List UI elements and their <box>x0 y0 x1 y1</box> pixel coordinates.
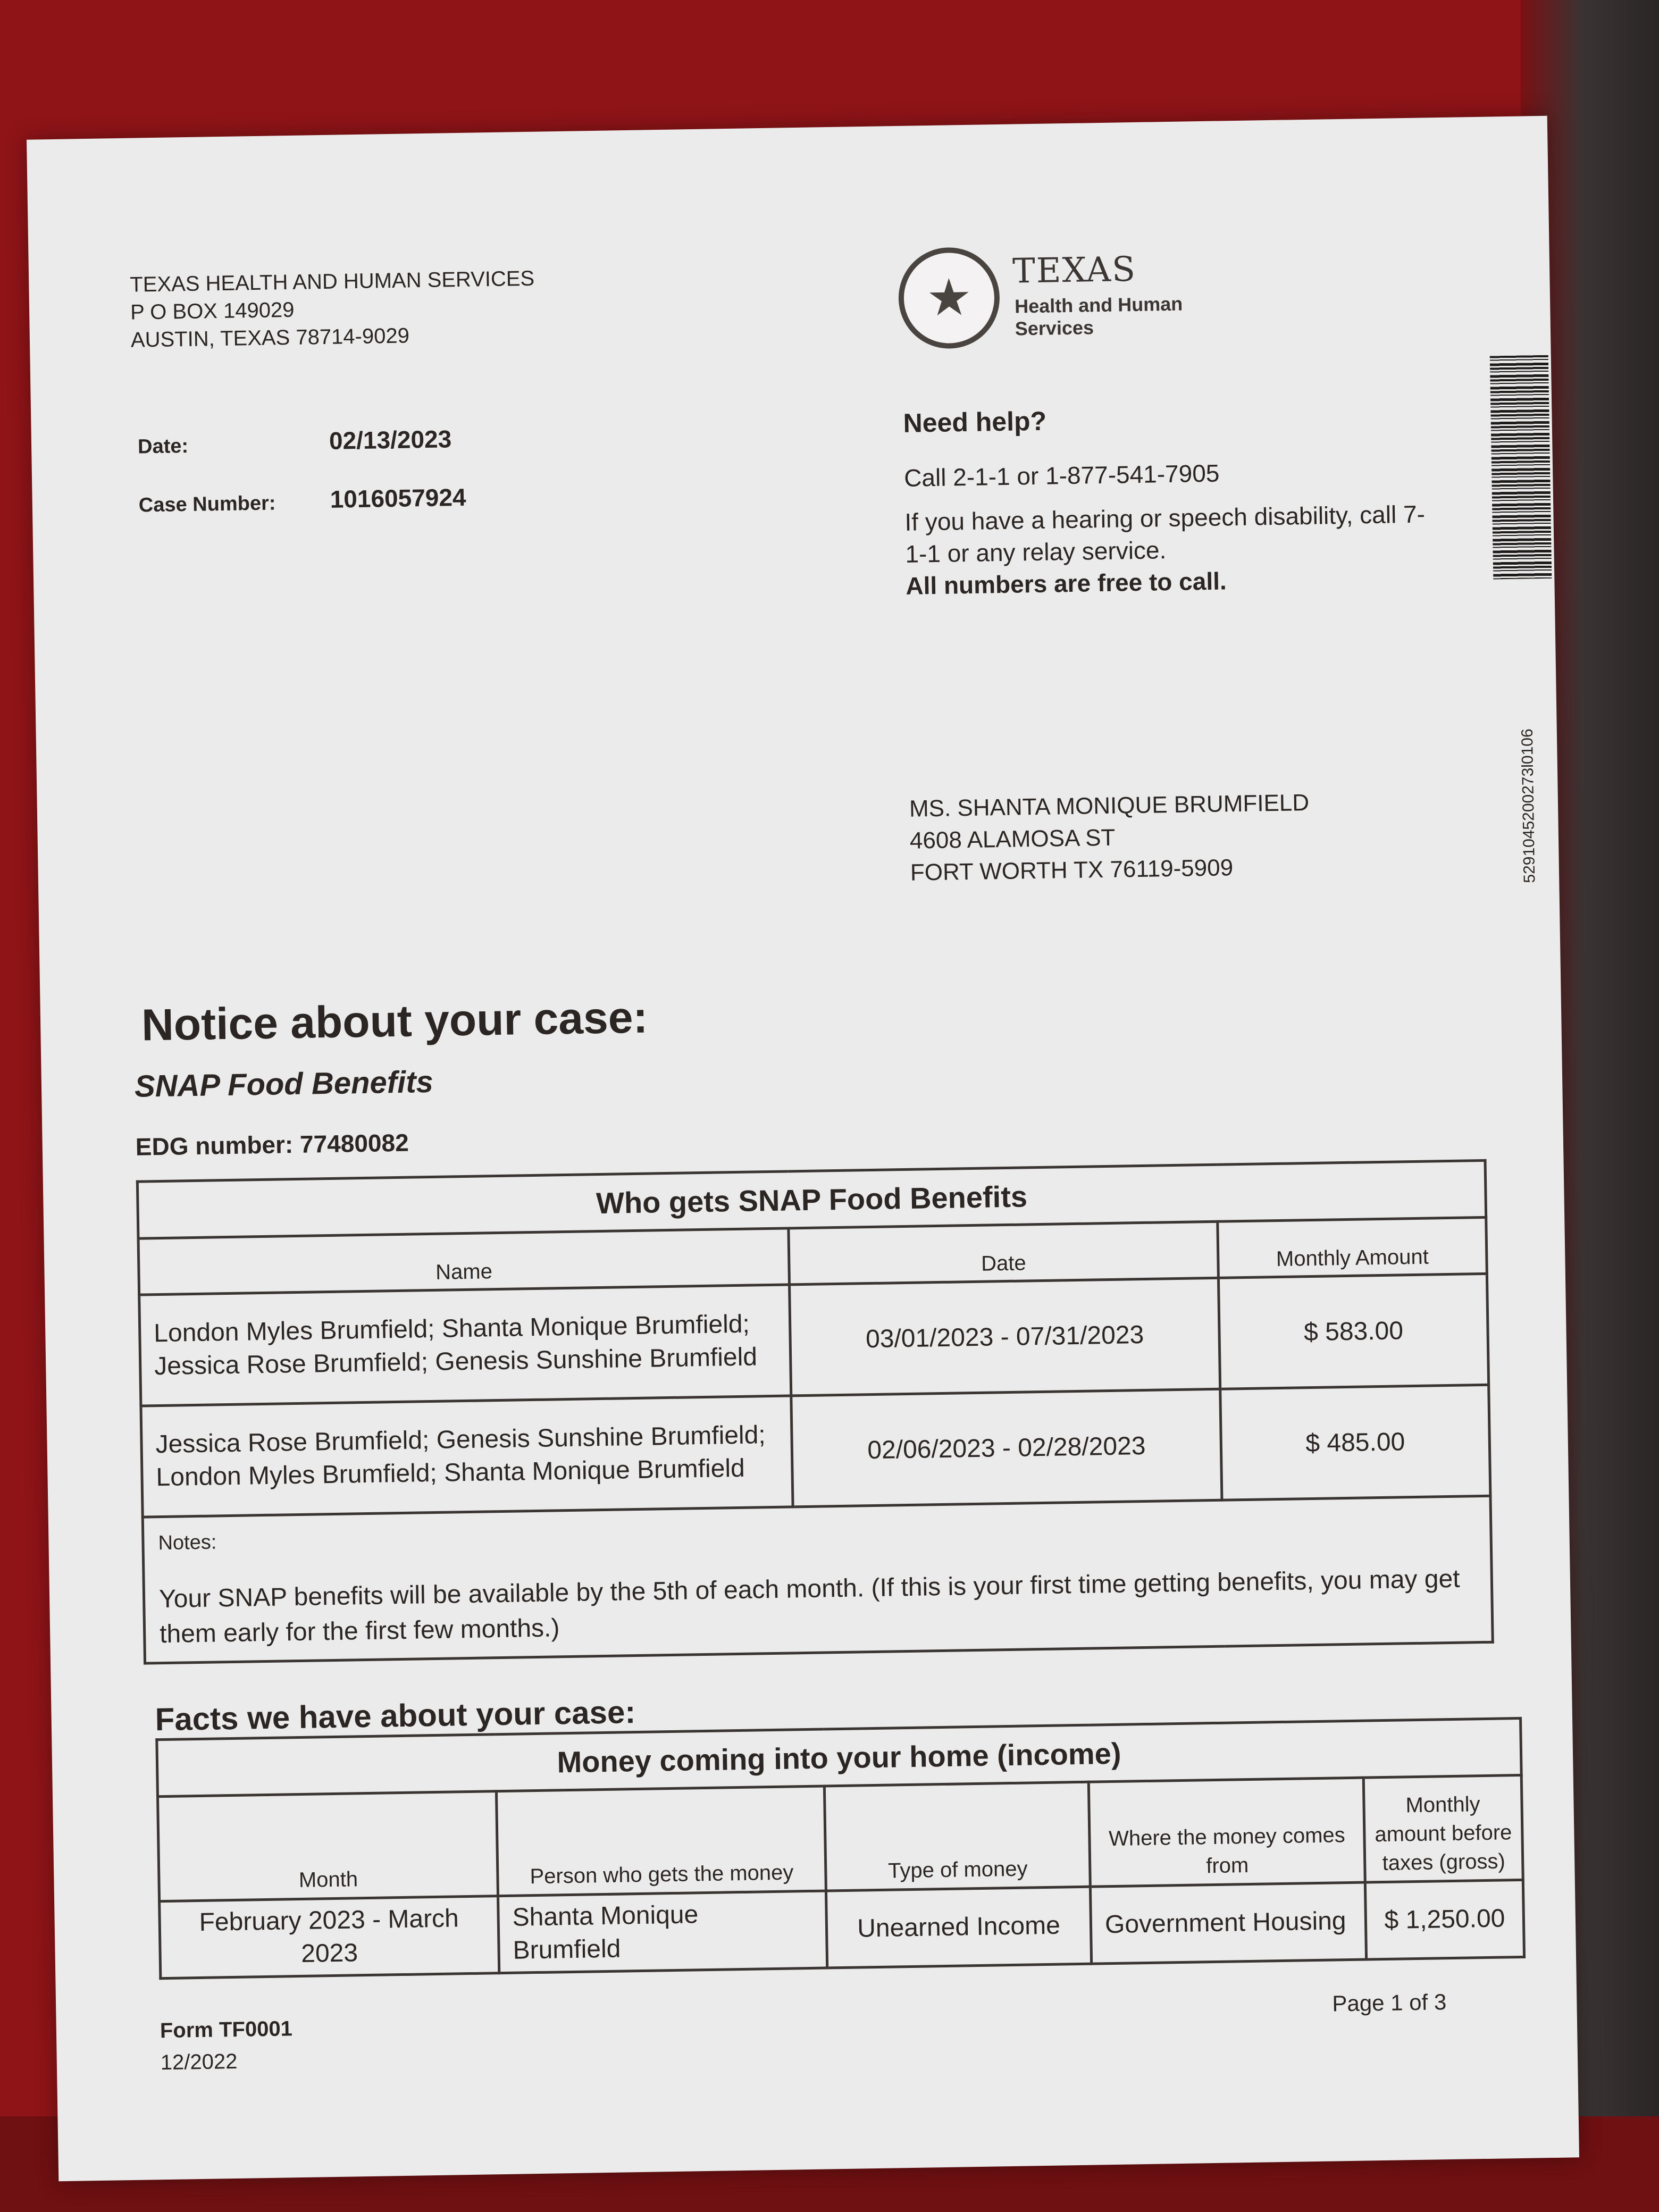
recipient-name: MS. SHANTA MONIQUE BRUMFIELD <box>909 789 1310 822</box>
notes-label: Notes: <box>158 1531 217 1555</box>
sender-address <box>130 265 535 354</box>
help-free-text: All numbers are free to call. <box>905 567 1227 600</box>
edg-number <box>135 1128 409 1161</box>
header-date: Date <box>789 1221 1219 1285</box>
barcode-icon <box>1490 355 1552 580</box>
benefits-notes <box>143 1496 1493 1663</box>
sender-line-1: TEXAS HEALTH AND HUMAN SERVICES <box>129 266 535 297</box>
logo-line-2: Health and Human <box>1014 292 1183 317</box>
logo-subtitle <box>1015 293 1183 340</box>
header-gross-amount: Monthly amount before taxes (gross) <box>1363 1775 1523 1882</box>
form-number: Form TF0001 <box>160 2017 293 2043</box>
income-type: Unearned Income <box>826 1887 1091 1968</box>
notice-subtitle: SNAP Food Benefits <box>134 1064 434 1104</box>
header-source: Where the money comes from <box>1088 1778 1365 1887</box>
barcode-id: 5291045200273l0106 <box>1518 728 1539 883</box>
income-amount: $ 1,250.00 <box>1365 1880 1524 1959</box>
header-monthly-amount: Monthly Amount <box>1218 1217 1487 1278</box>
case-number-value: 1016057924 <box>330 483 466 513</box>
case-number-label: Case Number: <box>138 492 276 517</box>
row-1-names: London Myles Brumfield; Shanta Monique Brumfield; Jessica Rose Brumfield; Genesis Sunshine Brumfield <box>139 1285 791 1406</box>
help-phone: Call 2-1-1 or 1-877-541-7905 <box>903 459 1220 492</box>
table-row <box>141 1385 1490 1517</box>
recipient-city: FORT WORTH TX 76119-5909 <box>910 854 1234 886</box>
logo-texas: TEXAS <box>1012 249 1137 291</box>
date-label: Date: <box>137 434 189 458</box>
header-month: Month <box>157 1791 498 1901</box>
form-date: 12/2022 <box>160 2049 238 2075</box>
state-seal-icon: ★ <box>898 247 1000 349</box>
help-title: Need help? <box>903 406 1047 438</box>
recipient-street: 4608 ALAMOSA ST <box>909 824 1116 854</box>
notice-title: Notice about your case: <box>141 992 649 1050</box>
form-id <box>160 2013 293 2079</box>
page-number: Page 1 of 3 <box>1332 1989 1447 2016</box>
income-table-caption: Money coming into your home (income) <box>157 1718 1521 1796</box>
notes-text: Your SNAP benefits will be available by the 5th of each month. (If this is your first time getting benefits, you may get them early for the first few months.) <box>158 1564 1460 1649</box>
logo-line-3: Services <box>1015 316 1094 340</box>
row-2-date: 02/06/2023 - 02/28/2023 <box>791 1389 1222 1507</box>
row-2-names: Jessica Rose Brumfield; Genesis Sunshine Brumfield; London Myles Brumfield; Shanta Monique Brumfield <box>141 1396 793 1517</box>
benefits-table <box>136 1159 1494 1665</box>
sender-line-2: P O BOX 149029 <box>130 298 295 324</box>
date-value: 02/13/2023 <box>329 425 452 455</box>
table-row <box>139 1273 1489 1406</box>
facts-title: Facts we have about your case: <box>155 1694 636 1738</box>
income-month: February 2023 - March 2023 <box>160 1896 499 1979</box>
income-source: Government Housing <box>1090 1882 1366 1964</box>
recipient-address <box>909 787 1311 889</box>
header-name: Name <box>138 1228 790 1295</box>
edg-label: EDG number: <box>135 1130 294 1161</box>
header-person: Person who gets the money <box>496 1786 826 1896</box>
help-disability <box>904 498 1438 602</box>
row-1-amount: $ 583.00 <box>1218 1273 1488 1389</box>
income-table <box>155 1717 1526 1980</box>
help-disability-text: If you have a hearing or speech disability, call 7-1-1 or any relay service. <box>904 500 1426 568</box>
row-1-date: 03/01/2023 - 07/31/2023 <box>790 1278 1220 1396</box>
edg-value: 77480082 <box>299 1128 409 1158</box>
row-2-amount: $ 485.00 <box>1220 1385 1490 1500</box>
letter-page <box>27 116 1579 2181</box>
income-person: Shanta Monique Brumfield <box>498 1891 827 1973</box>
benefits-table-caption: Who gets SNAP Food Benefits <box>137 1160 1486 1238</box>
header-type: Type of money <box>824 1782 1090 1891</box>
hhs-logo <box>898 243 1229 355</box>
sender-line-3: AUSTIN, TEXAS 78714-9029 <box>130 324 410 352</box>
